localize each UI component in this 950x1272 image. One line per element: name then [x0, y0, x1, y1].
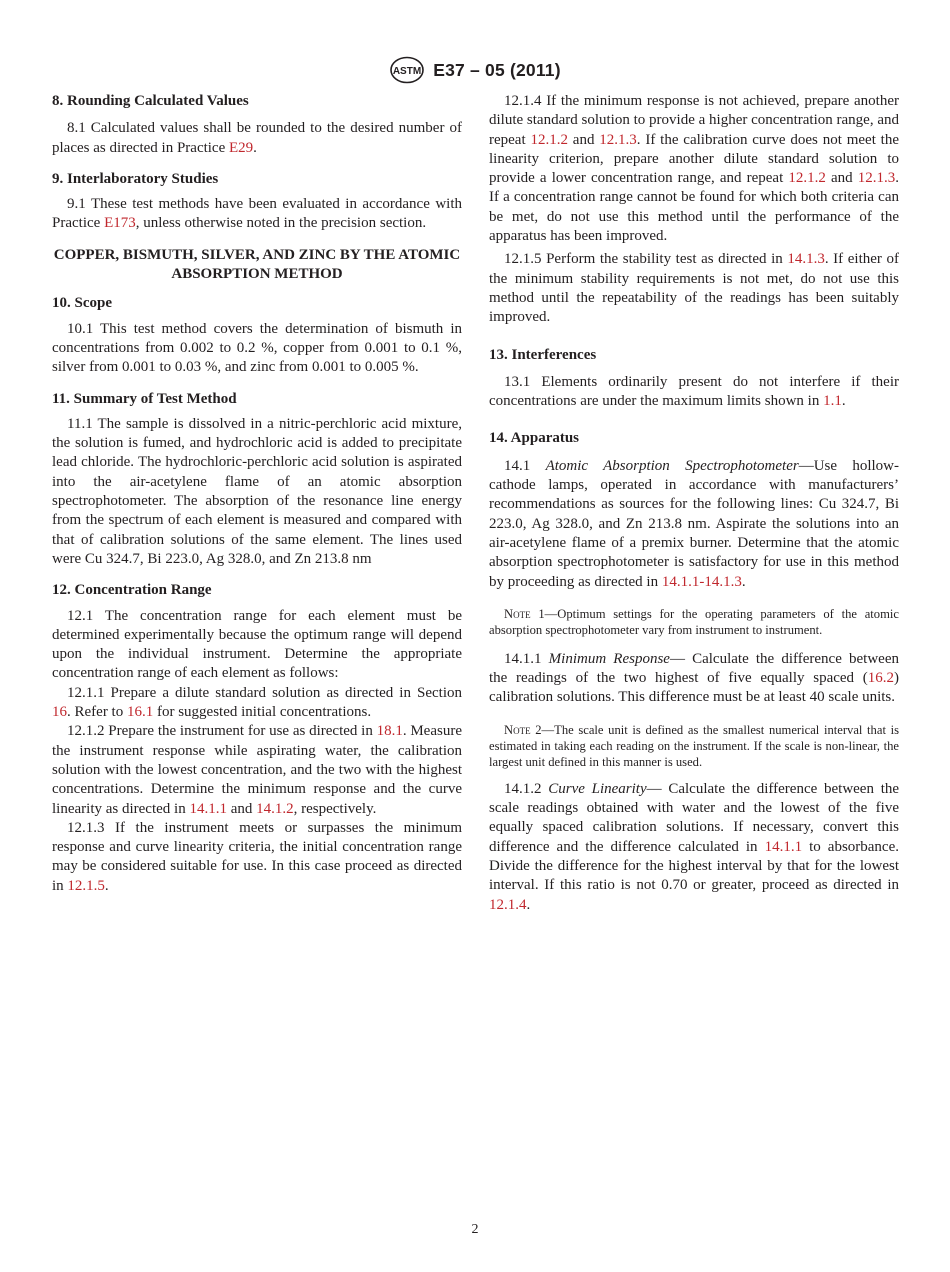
ref-link-12-1-2-b[interactable]: 12.1.2 — [788, 170, 826, 187]
astm-logo-icon — [389, 56, 425, 84]
ref-link-16-1[interactable]: 16.1 — [126, 704, 154, 721]
ref-link-1-1[interactable]: 1.1 — [823, 393, 842, 410]
ref-link-14-1-1[interactable]: 14.1.1 — [189, 800, 227, 817]
ref-link-14-1-1-b[interactable]: 14.1.1 — [764, 838, 803, 855]
paragraph-13-1: 13.1 Elements ordinarily present do not interfere if their concentrations are under the maximum limits shown in 1.1. — [489, 373, 899, 410]
ref-link-14-1-2[interactable]: 14.1.2 — [256, 800, 294, 817]
section-8-heading: 8. Rounding Calculated Values — [52, 93, 249, 109]
paragraph-11-1: 11.1 The sample is dissolved in a nitric-perchloric acid mixture, the solution is fumed, and hydrochloric acid is added to precipitate lead chloride. The hydrochloric-perchloric acid solution is aspirated into the air-acetylene flame of an atomic absorption spectrophotometer. The absorption of the resonance line energy from the spectrum of each element is measured and compared with that of calibration solutions of the same element. The lines used were Cu 324.7, Bi 223.0, Ag 328.0, and Zn 213.8 nm — [52, 415, 462, 567]
method-title: COPPER, BISMUTH, SILVER, AND ZINC BY THE ATOMIC ABSORPTION METHOD — [53, 246, 461, 283]
paragraph-14-1-1: 14.1.1 Minimum Response— Calculate the difference between the readings of the two highest of five equally spaced (16.2) calibration solutions. This difference must be at least 40 scale units. — [489, 650, 899, 706]
ref-link-12-1-5[interactable]: 12.1.5 — [67, 877, 105, 894]
paragraph-12-1-3: 12.1.3 If the instrument meets or surpasses the minimum response and curve linearity criteria, the initial concentration range may be considered suitable for use. In this case proceed as directed in 12.1.5. — [52, 819, 462, 894]
paragraph-8-1: 8.1 Calculated values shall be rounded to the desired number of places as directed in Practice E29. — [52, 120, 462, 156]
ref-link-12-1-2[interactable]: 12.1.2 — [530, 131, 568, 148]
ref-link-16[interactable]: 16 — [52, 704, 67, 721]
paragraph-12-1-1: 12.1.1 Prepare a dilute standard solution as directed in Section 16. Refer to 16.1 for suggested initial concentrations. — [52, 684, 462, 721]
ref-link-12-1-4[interactable]: 12.1.4 — [489, 896, 527, 913]
ref-link-14-1-1-14-1-3[interactable]: 14.1.1-14.1.3 — [661, 573, 742, 590]
logo-text: ASTM — [393, 66, 422, 77]
section-9-heading: 9. Interlaboratory Studies — [52, 170, 219, 187]
ref-link-12-1-3-b[interactable]: 12.1.3 — [857, 170, 896, 187]
section-13-heading: 13. Interferences — [489, 346, 597, 363]
ref-link-16-2[interactable]: 16.2 — [867, 670, 894, 687]
ref-link-18-1[interactable]: 18.1 — [376, 723, 403, 740]
right-column — [489, 92, 899, 915]
note-2: Note 2—The scale unit is defined as the smallest numerical interval that is estimated in taking each reading on the instrument. If the scale is non-linear, the largest unit defined in this manner is used. — [489, 722, 899, 769]
paragraph-12-1: 12.1 The concentration range for each element must be determined experimentally because the optimum range will depend upon the individual instrument. Determine the appropriate concentration range of each element as follows: — [52, 607, 462, 682]
ref-link-e29[interactable]: E29 — [229, 139, 254, 156]
page-number: 2 — [471, 1222, 479, 1237]
ref-link-e173[interactable]: E173 — [104, 215, 136, 232]
paragraph-12-1-2: 12.1.2 Prepare the instrument for use as directed in 18.1. Measure the instrument response while aspirating water, the calibration solution with the lowest concentration, and the two with the highest concentrations. Determine the minimum response and the curve linearity as directed in 14.1.1 and 14.1.2, respectively. — [52, 723, 462, 817]
paragraph-10-1: 10.1 This test method covers the determination of bismuth in concentrations from 0.002 to 0.2 %, copper from 0.001 to 0.1 %, silver from 0.001 to 0.03 %, and zinc from 0.001 to 0.005 %. — [52, 320, 462, 376]
left-column — [52, 92, 462, 896]
ref-link-12-1-3[interactable]: 12.1.3 — [599, 131, 637, 148]
section-10-heading: 10. Scope — [52, 295, 112, 312]
note-1: Note 1—Optimum settings for the operating parameters of the atomic absorption spectrophotometer vary from instrument to instrument. — [489, 606, 899, 637]
paragraph-14-1-2: 14.1.2 Curve Linearity— Calculate the difference between the scale readings obtained with water and the lowest of the five equally spaced calibration solutions. If necessary, convert this difference and the difference calculated in 14.1.1 to absorbance. Divide the difference for the highest interval by that for the lowest interval. If this ratio is not 0.70 or greater, proceed as directed in 12.1.4. — [489, 780, 900, 913]
section-14-heading: 14. Apparatus — [489, 430, 580, 447]
document-id: E37 – 05 (2011) — [433, 59, 561, 80]
paragraph-12-1-5: 12.1.5 Perform the stability test as directed in 14.1.3. If either of the minimum stability requirements is not met, do not use this method until the repeatability of the readings has been suitably improved. — [489, 251, 899, 326]
section-12-heading: 12. Concentration Range — [52, 582, 212, 599]
page-header — [0, 56, 950, 84]
ref-link-14-1-3[interactable]: 14.1.3 — [787, 251, 825, 268]
paragraph-14-1: 14.1 Atomic Absorption Spectrophotometer—Use hollow-cathode lamps, operated in accordance with manufacturers’ recommendations as sources for the following lines: Cu 324.7, Bi 223.0, Ag 328.0, and Zn 213.8 nm. Aspirate the solutions into an air-acetylene flame of a premix burner. Determine that the atomic absorption spectrophotometer is satisfactory for use in this method by proceeding as directed in 14.1.1-14.1.3. — [489, 457, 899, 590]
paragraph-9-1: 9.1 These test methods have been evaluated in accordance with Practice E173, unless otherwise noted in the precision section. — [52, 196, 462, 232]
paragraph-12-1-4: 12.1.4 If the minimum response is not achieved, prepare another dilute standard solution to provide a higher concentration range, and repeat 12.1.2 and 12.1.3. If the calibration curve does not meet the linearity criterion, prepare another dilute standard solution to provide a lower concentration range, and repeat 12.1.2 and 12.1.3. If a concentration range cannot be found for which both criteria can be met, do not use this method until the performance of the apparatus has been improved. — [489, 93, 900, 245]
section-11-heading: 11. Summary of Test Method — [52, 390, 237, 407]
